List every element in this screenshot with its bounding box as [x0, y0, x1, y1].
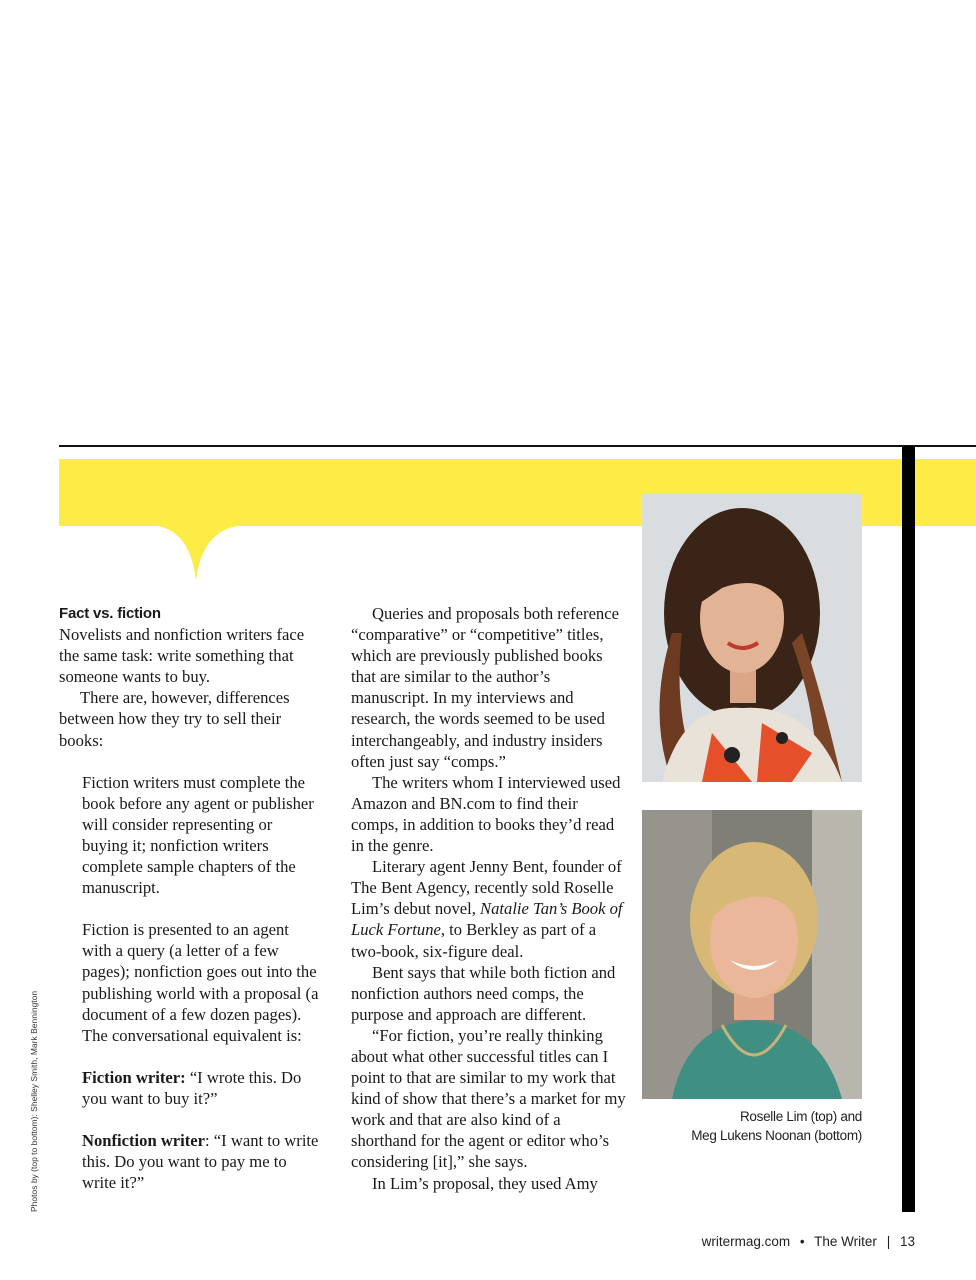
caption-line: Meg Lukens Noonan (bottom) [691, 1128, 862, 1143]
portrait-photo-bottom [642, 810, 862, 1099]
paragraph: There are, however, differences between how they try to sell their books: [59, 688, 290, 750]
right-column [351, 603, 626, 1194]
paragraph: Queries and proposals both reference “comparative” or “competitive” titles, which are previously published books that are similar to the author’s manuscript. In my interviews and research, the words seemed to be used interchangeably, and industry insiders often just say “comps.” [351, 604, 619, 771]
paragraph [351, 856, 626, 961]
quote-fiction [82, 1067, 321, 1109]
footer-magazine: The Writer [814, 1234, 877, 1249]
paragraph: In Lim’s proposal, they used Amy [372, 1173, 598, 1193]
paragraph: Bent says that while both fiction and nonfiction authors need comps, the purpose and approach are different. [351, 962, 616, 1024]
paragraph: The writers whom I interviewed used Amazon and BN.com to find their comps, in addition to books they’d read in the genre. [351, 772, 621, 856]
paragraph: Novelists and nonfiction writers face the same task: write something that someone wants to buy. [59, 625, 305, 687]
footer-divider: | [886, 1234, 891, 1249]
portrait-photo-top [642, 493, 862, 782]
section-heading: Fact vs. fiction [59, 605, 161, 622]
top-rule [59, 445, 976, 447]
caption-line: Roselle Lim (top) and [739, 1109, 862, 1124]
footer-site: writermag.com [701, 1234, 791, 1249]
book-title: Natalie Tan’s Book of Luck Fortune [351, 899, 623, 940]
quote-label: Nonfiction writer [82, 1130, 206, 1150]
page-footer [702, 1234, 915, 1249]
list-point: Fiction is presented to an agent with a query (a letter of a few pages); nonfiction goes out into the publishing world with a proposal (a document of a few dozen pages). The conversational equivalent is: [82, 920, 319, 1045]
photo-caption [642, 1107, 862, 1145]
quote-text: “I wrote this. Do you want to buy it?” [82, 1067, 302, 1108]
page-number: 13 [899, 1234, 915, 1249]
quote-text: : “I want to write this. Do you want to pay me to write it?” [82, 1130, 319, 1193]
paragraph-text: Literary agent Jenny Bent, founder of The Bent Agency, recently sold Roselle Lim’s debut novel, [351, 857, 622, 919]
paragraph-text: , to Berkley as part of a two-book, six-figure deal. [351, 920, 597, 961]
vertical-black-bar [902, 446, 915, 1212]
quote-nonfiction [82, 1130, 321, 1193]
footer-bullet: • [799, 1234, 805, 1249]
paragraph: “For fiction, you’re really thinking about what other successful titles can I point to that are similar to my work that kind of show that there’s a market for my work and that are also kind of a shorthand for the agent or editor who’s considering [it],” she says. [351, 1025, 626, 1172]
list-point: Fiction writers must complete the book before any agent or publisher will consider representing or buying it; nonfiction writers complete sample chapters of the manuscript. [82, 772, 314, 898]
photo-credit: Photos by (top to bottom): Shelley Smith, Mark Bennington [29, 990, 39, 1212]
left-column [59, 603, 321, 1193]
quote-label: Fiction writer: [82, 1067, 186, 1087]
yellow-banner-tail [150, 525, 246, 581]
